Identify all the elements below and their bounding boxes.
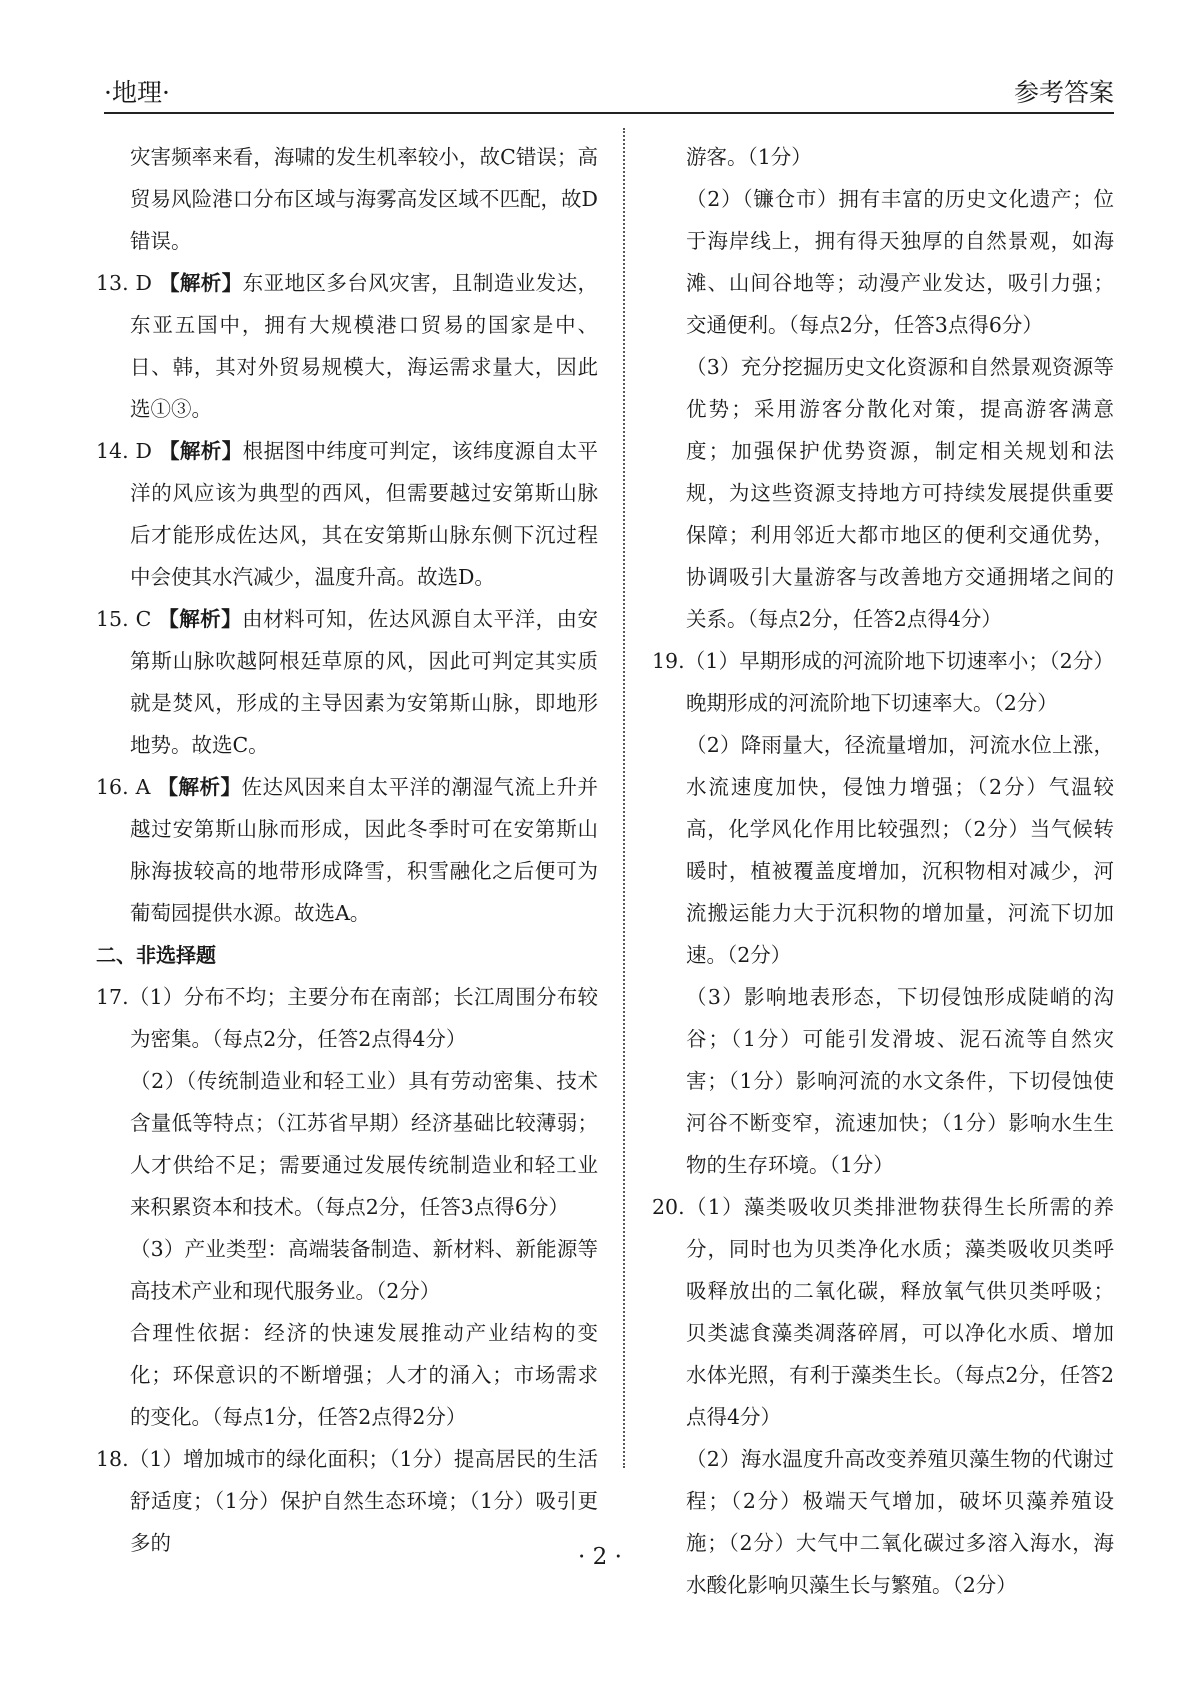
answer-text: 东亚地区多台风灾害，且制造业发达，东亚五国中，拥有大规模港口贸易的国家是中、日、韩，其对外贸易规模大，海运需求量大，因此选①③。	[130, 271, 598, 421]
continued-paragraph: 游客。（1分）	[686, 145, 812, 169]
question-number: 15. C	[96, 607, 152, 631]
continued-paragraph: 灾害频率来看，海啸的发生机率较小，故C错误；高贸易风险港口分布区域与海雾高发区域不匹配，故D错误。	[130, 145, 598, 253]
answer-14	[96, 430, 598, 598]
answer-text: 佐达风因来自太平洋的潮湿气流上升并越过安第斯山脉而形成，因此冬季时可在安第斯山脉海拔较高的地带形成降雪，积雪融化之后便可为葡萄园提供水源。故选A。	[130, 775, 599, 925]
analysis-tag: 【解析】	[158, 607, 243, 631]
subject-label: ·地理·	[104, 78, 170, 107]
answer-19-part-3: （3）影响地表形态，下切侵蚀形成陡峭的沟谷；（1分）可能引发滑坡、泥石流等自然灾害；（1分）影响河流的水文条件，下切侵蚀使河谷不断变窄，流速加快；（1分）影响水生生物的生存环境。（1分）	[686, 985, 1114, 1177]
answer-text: 由材料可知，佐达风源自太平洋，由安第斯山脉吹越阿根廷草原的风，因此可判定其实质就是焚风，形成的主导因素为安第斯山脉，即地形地势。故选C。	[130, 607, 598, 757]
left-column	[96, 136, 598, 1564]
question-number: 16. A	[96, 775, 151, 799]
answer-20-part-2: （2）海水温度升高改变养殖贝藻生物的代谢过程；（2分）极端天气增加，破坏贝藻养殖设施；（2分）大气中二氧化碳过多溶入海水，海水酸化影响贝藻生长与繁殖。（2分）	[686, 1447, 1114, 1597]
answer-17-part-3-basis: 合理性依据：经济的快速发展推动产业结构的变化；环保意识的不断增强；人才的涌入；市场需求的变化。（每点1分，任答2点得2分）	[130, 1321, 598, 1429]
page-number: · 2 ·	[578, 1544, 622, 1570]
answer-18-part-2: （2）（镰仓市）拥有丰富的历史文化遗产；位于海岸线上，拥有得天独厚的自然景观，如海滩、山间谷地等；动漫产业发达，吸引力强；交通便利。（每点2分，任答3点得6分）	[686, 187, 1114, 337]
answer-13	[96, 262, 598, 430]
answer-18-part-3: （3）充分挖掘历史文化资源和自然景观资源等优势；采用游客分散化对策，提高游客满意度；加强保护优势资源，制定相关规划和法规，为这些资源支持地方可持续发展提供重要保障；利用邻近大都市地区的便利交通优势，协调吸引大量游客与改善地方交通拥堵之间的关系。（每点2分，任答2点得4分）	[686, 355, 1114, 631]
analysis-tag: 【解析】	[158, 271, 243, 295]
right-column	[652, 136, 1114, 1606]
answer-19-part-2: （2）降雨量大，径流量增加，河流水位上涨，水流速度加快，侵蚀力增强；（2分）气温较高，化学风化作用比较强烈；（2分）当气候转暖时，植被覆盖度增加，沉积物相对减少，河流搬运能力大于沉积物的增加量，河流下切加速。（2分）	[686, 733, 1114, 967]
question-number: 14. D	[96, 439, 152, 463]
answer-15	[96, 598, 598, 766]
answer-17-part-2: （2）（传统制造业和轻工业）具有劳动密集、技术含量低等特点；（江苏省早期）经济基础比较薄弱；人才供给不足；需要通过发展传统制造业和轻工业来积累资本和技术。（每点2分，任答3点得6分）	[130, 1069, 598, 1219]
answer-text: 根据图中纬度可判定，该纬度源自太平洋的风应该为典型的西风，但需要越过安第斯山脉后才能形成佐达风，其在安第斯山脉东侧下沉过程中会使其水汽减少，温度升高。故选D。	[130, 439, 598, 589]
answer-18-part-1: 18.（1）增加城市的绿化面积；（1分）提高居民的生活舒适度；（1分）保护自然生态环境；（1分）吸引更多的	[96, 1447, 598, 1555]
analysis-tag: 【解析】	[157, 775, 242, 799]
answer-key-label: 参考答案	[1013, 78, 1114, 107]
column-divider	[623, 128, 625, 1468]
question-number: 13. D	[96, 271, 152, 295]
page-header	[104, 74, 1114, 114]
answer-19-part-1: 19.（1）早期形成的河流阶地下切速率小；（2分）晚期形成的河流阶地下切速率大。（2分）	[652, 649, 1114, 715]
analysis-tag: 【解析】	[158, 439, 243, 463]
section-heading: 二、非选择题	[96, 943, 216, 967]
answer-16	[96, 766, 598, 934]
answer-17-part-1: 17.（1）分布不均；主要分布在南部；长江周围分布较为密集。（每点2分，任答2点得4分）	[96, 985, 598, 1051]
answer-20-part-1: 20.（1）藻类吸收贝类排泄物获得生长所需的养分，同时也为贝类净化水质；藻类吸收贝类呼吸释放出的二氧化碳，释放氧气供贝类呼吸；贝类滤食藻类凋落碎屑，可以净化水质、增加水体光照，有利于藻类生长。（每点2分，任答2点得4分）	[652, 1195, 1114, 1429]
answer-17-part-3: （3）产业类型：高端装备制造、新材料、新能源等高技术产业和现代服务业。（2分）	[130, 1237, 598, 1303]
